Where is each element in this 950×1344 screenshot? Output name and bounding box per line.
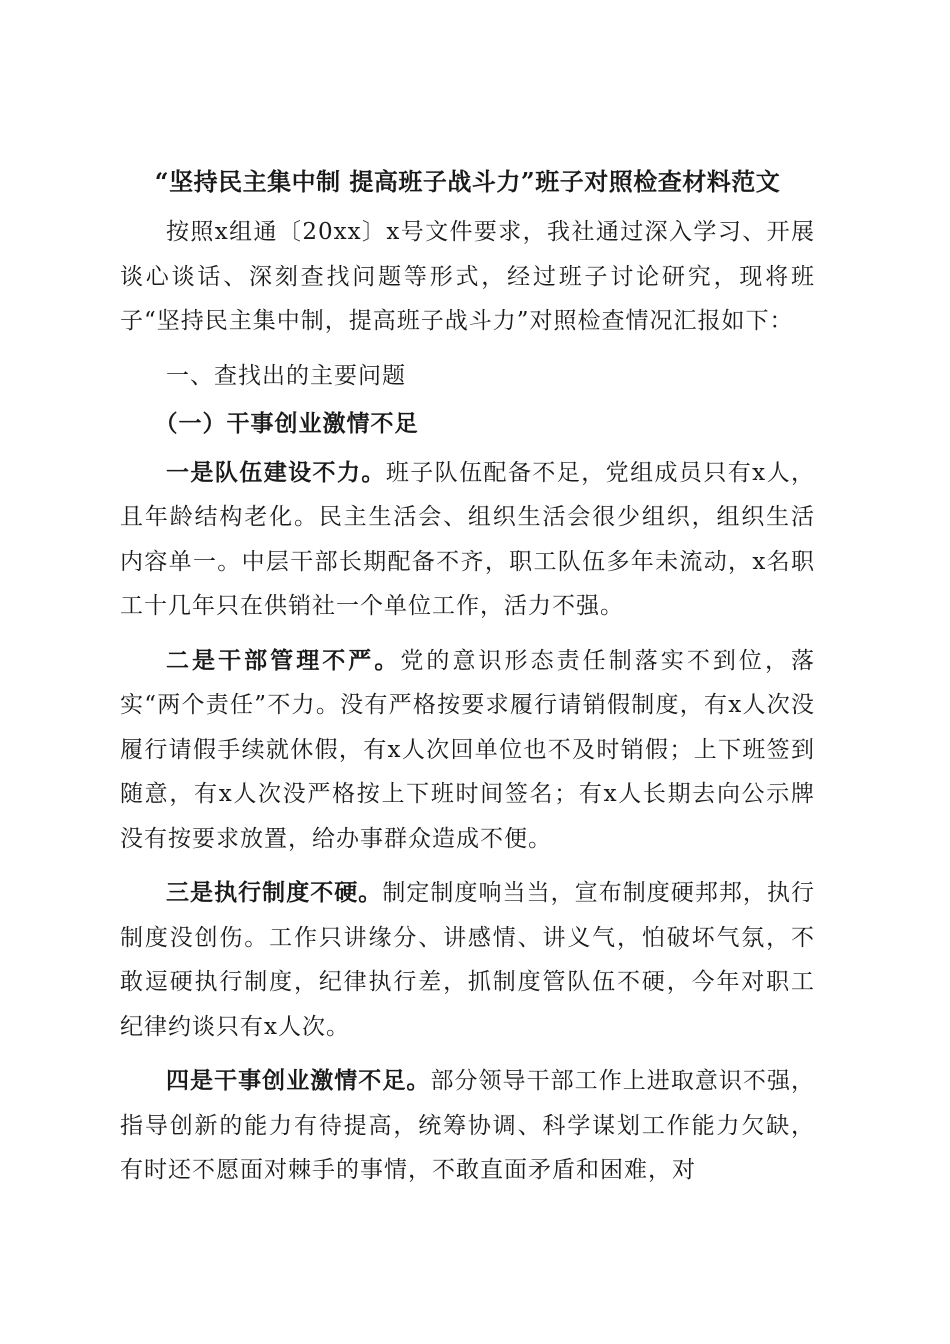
point-text: 制定制度响当当，宣布制度硬邦邦，执行制度没创伤。工作只讲缘分、讲感情、讲义气，怕破坏气氛，不敢逗硬执行制度，纪律执行差，抓制度管队伍不硬，今年对职工纪律约谈只有x人次。 xyxy=(120,880,816,1040)
section-heading: 一、查找出的主要问题 xyxy=(166,362,406,389)
point-text: 党的意识形态责任制落实不到位，落实“两个责任”不力。没有严格按要求履行请销假制度，有x人次没履行请假手续就休假，有x人次回单位也不及时销假；上下班签到随意，有x人次没严格按上下班时间签名；有x人长期去向公示牌没有按要求放置，给办事群众造成不便。 xyxy=(120,647,816,852)
point-lead: 二是干部管理不严。 xyxy=(166,646,401,674)
point-text: 班子队伍配备不足，党组成员只有x人，且年龄结构老化。民主生活会、组织生活会很少组织，组织生活内容单一。中层干部长期配备不齐，职工队伍多年未流动，x名职工十几年只在供销社一个单位工作，活力不强。 xyxy=(120,459,816,619)
intro-paragraph: 按照x组通〔20xx〕x号文件要求，我社通过深入学习、开展谈心谈话、深刻查找问题等形式，经过班子讨论研究，现将班子“坚持民主集中制，提高班子战斗力”对照检查情况汇报如下： xyxy=(120,219,815,334)
point-paragraph-3 xyxy=(120,871,815,1049)
point-paragraph-4 xyxy=(120,1059,815,1193)
point-paragraph-2 xyxy=(120,639,815,862)
point-paragraph-1 xyxy=(120,451,815,629)
point-text: 部分领导干部工作上进取意识不强，指导创新的能力有待提高，统筹协调、科学谋划工作能力欠缺，有时还不愿面对棘手的事情，不敢直面矛盾和困难，对 xyxy=(120,1068,816,1183)
document-body xyxy=(120,160,815,1203)
point-lead: 四是干事创业激情不足。 xyxy=(166,1067,431,1094)
point-lead: 三是执行制度不硬。 xyxy=(166,879,383,906)
document-title: “坚持民主集中制 提高班子战斗力”班子对照检查材料范文 xyxy=(154,167,781,196)
point-lead: 一是队伍建设不力。 xyxy=(166,458,386,486)
subsection-heading: （一）干事创业激情不足 xyxy=(154,410,419,437)
